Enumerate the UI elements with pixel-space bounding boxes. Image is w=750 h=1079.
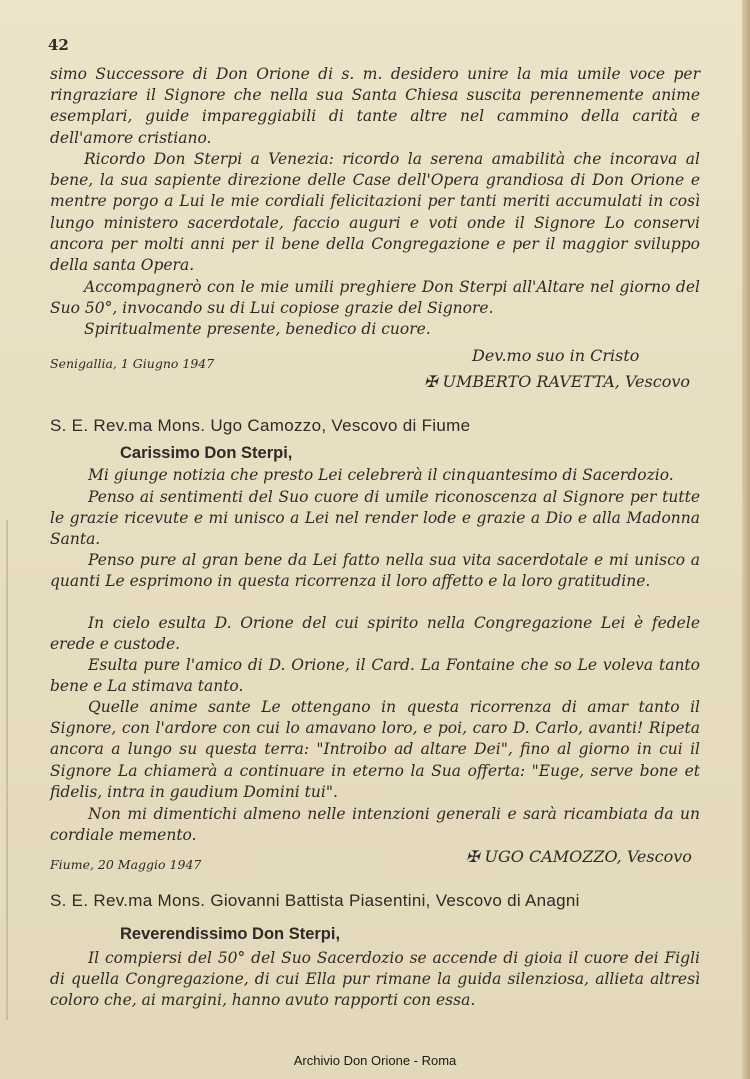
letter2-paragraph-3: Penso pure al gran bene da Lei fatto nella sua vita sacerdotale e mi unisco a quanti Le esprimono in questa ricorrenza il loro affetto e la loro gratitudine. — [50, 551, 700, 591]
letter2-heading: S. E. Rev.ma Mons. Ugo Camozzo, Vescovo di Fiume — [50, 416, 471, 435]
letter1-place-date: Senigallia, 1 Giugno 1947 — [50, 356, 215, 371]
letter1-paragraph-2: Ricordo Don Sterpi a Venezia: ricordo la serena amabilità che incorava al bene, la sua sapiente direzione delle Case dell'Opera grandiosa di Don Orione e mentre porgo a Lui le mie cordiali felicitazioni per tanti meriti accumulati in così lungo ministero sacerdotale, faccio auguri e voti onde il Signore Lo conservi ancora per molti anni per il bene della Congregazione e per il maggior sviluppo della santa Opera. — [50, 150, 700, 275]
letter2-paragraph-7: Non mi dimentichi almeno nelle intenzioni generali e sarà ricambiata da un cordiale memento. — [50, 805, 700, 845]
archive-footer: Archivio Don Orione - Roma — [293, 1053, 457, 1068]
letter2-place-date: Fiume, 20 Maggio 1947 — [50, 857, 202, 872]
letter2-paragraph-6: Quelle anime sante Le ottengano in questa ricorrenza di amar tanto il Signore, con l'ardore con cui lo amavano loro, e poi, caro D. Carlo, avanti! Ripeta ancora a lungo su questa terra: "Introibo ad altare Dei", fino al giorno in cui il Signore La chiamerà a continuare in eterno la Sua offerta: "Euge, serve bone et fidelis, intra in gaudium Domini tui". — [50, 698, 700, 801]
page-edge — [742, 0, 750, 1079]
letter1-paragraph-1: simo Successore di Don Orione di s. m. desidero unire la mia umile voce per ringraziare il Signore che nella sua Santa Chiesa suscita perennemente anime esemplari, guide impareggiabili di tante altre nel cammino della carità e dell'amore cristiano. — [50, 65, 700, 147]
letter3-heading: S. E. Rev.ma Mons. Giovanni Battista Piasentini, Vescovo di Anagni — [50, 891, 580, 910]
letter1-paragraph-3: Accompagnerò con le mie umili preghiere Don Sterpi all'Altare nel giorno del Suo 50°, invocando su di Lui copiose grazie del Signore. — [50, 278, 700, 318]
letter2-signature: ✠ UGO CAMOZZO, Vescovo — [466, 847, 692, 866]
letter2-paragraph-2: Penso ai sentimenti del Suo cuore di umile riconoscenza al Signore per tutte le grazie ricevute e mi unisco a Lei nel render lode e grazie a Dio e alla Madonna Santa. — [50, 488, 700, 549]
letter2-salutation: Carissimo Don Sterpi, — [120, 444, 293, 462]
letter3-salutation: Reverendissimo Don Sterpi, — [120, 925, 341, 943]
letter1-signature: ✠ UMBERTO RAVETTA, Vescovo — [424, 372, 690, 391]
letter2-paragraph-5: Esulta pure l'amico di D. Orione, il Card. La Fontaine che so Le voleva tanto bene e La stimava tanto. — [50, 656, 700, 696]
letter2-paragraph-4: In cielo esulta D. Orione del cui spirito nella Congregazione Lei è fedele erede e custode. — [50, 614, 700, 654]
page-fold — [6, 520, 8, 1020]
letter3-paragraph-1: Il compiersi del 50° del Suo Sacerdozio se accende di gioia il cuore dei Figli di quella Congregazione, di cui Ella pur rimane la guida silenziosa, allieta altresì coloro che, ai margini, hanno avuto rapporti con essa. — [50, 949, 700, 1010]
letter1-paragraph-4: Spiritualmente presente, benedico di cuore. — [84, 320, 431, 338]
letter2-paragraph-1: Mi giunge notizia che presto Lei celebrerà il cinquantesimo di Sacerdozio. — [88, 466, 674, 484]
page-number: 42 — [48, 36, 69, 54]
letter1-closing: Dev.mo suo in Cristo — [472, 346, 640, 365]
